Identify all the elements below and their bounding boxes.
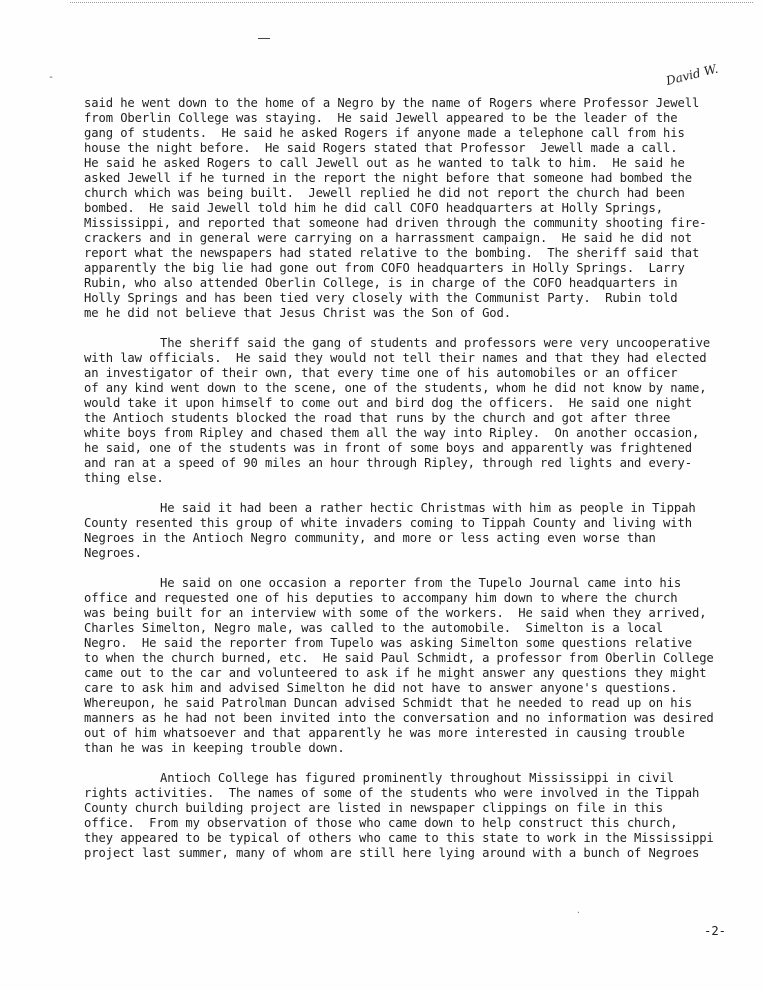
document-body bbox=[84, 96, 744, 861]
handwritten-annotation: David W. bbox=[664, 61, 720, 88]
text-line: church which was being built. Jewell replied he did not report the church had been bbox=[84, 186, 685, 200]
text-line: asked Jewell if he turned in the report the night before that someone had bombed the bbox=[84, 171, 692, 185]
text-line: Rubin, who also attended Oberlin College, is in charge of the COFO headquarters in bbox=[84, 276, 678, 290]
text-line: office. From my observation of those who came down to help construct this church, bbox=[84, 816, 678, 830]
text-line: Whereupon, he said Patrolman Duncan advised Schmidt that he needed to read up on his bbox=[84, 696, 692, 710]
paragraph bbox=[84, 336, 744, 486]
text-line: thing else. bbox=[84, 471, 164, 485]
text-line: gang of students. He said he asked Rogers if anyone made a telephone call from his bbox=[84, 126, 685, 140]
text-line: he said, one of the students was in front of some boys and apparently was frightened bbox=[84, 441, 692, 455]
text-line: Negroes. bbox=[84, 546, 142, 560]
text-line: bombed. He said Jewell told him he did call COFO headquarters at Holly Springs, bbox=[84, 201, 664, 215]
text-line: to when the church burned, etc. He said Paul Schmidt, a professor from Oberlin College bbox=[84, 651, 714, 665]
text-line: out of him whatsoever and that apparently he was more interested in causing trouble bbox=[84, 726, 685, 740]
text-line: than he was in keeping trouble down. bbox=[84, 741, 345, 755]
text-line: Charles Simelton, Negro male, was called to the automobile. Simelton is a local bbox=[84, 621, 664, 635]
text-line: He said on one occasion a reporter from the Tupelo Journal came into his bbox=[160, 576, 682, 590]
text-line: Negro. He said the reporter from Tupelo was asking Simelton some questions relative bbox=[84, 636, 692, 650]
text-line: said he went down to the home of a Negro by the name of Rogers where Professor Jewell bbox=[84, 96, 700, 110]
paragraph-spacer bbox=[84, 321, 744, 336]
text-line: The sheriff said the gang of students and professors were very uncooperative bbox=[160, 336, 711, 350]
text-line: they appeared to be typical of others who came to this state to work in the Mississippi bbox=[84, 831, 714, 845]
paragraph bbox=[84, 576, 744, 756]
text-line: house the night before. He said Rogers stated that Professor Jewell made a call. bbox=[84, 141, 678, 155]
stray-pen-mark bbox=[258, 38, 270, 39]
paragraph bbox=[84, 771, 744, 861]
text-line: Antioch College has figured prominently throughout Mississippi in civil bbox=[160, 771, 674, 785]
text-line: the Antioch students blocked the road that runs by the church and got after three bbox=[84, 411, 671, 425]
text-line: County church building project are listed in newspaper clippings on file in this bbox=[84, 801, 664, 815]
text-line: with law officials. He said they would not tell their names and that they had elected bbox=[84, 351, 707, 365]
text-line: would take it upon himself to come out and bird dog the officers. He said one night bbox=[84, 396, 692, 410]
margin-mark: - bbox=[48, 72, 55, 83]
paragraph bbox=[84, 96, 744, 321]
scan-speck: · bbox=[576, 908, 581, 917]
text-line: Mississippi, and reported that someone had driven through the community shooting fire- bbox=[84, 216, 707, 230]
text-line: white boys from Ripley and chased them all the way into Ripley. On another occasion, bbox=[84, 426, 700, 440]
page-number: -2- bbox=[704, 924, 727, 938]
paragraph-spacer bbox=[84, 486, 744, 501]
paragraph-spacer bbox=[84, 756, 744, 771]
text-line: care to ask him and advised Simelton he did not have to answer anyone's questions. bbox=[84, 681, 678, 695]
text-line: manners as he had not been invited into the conversation and no information was desired bbox=[84, 711, 714, 725]
text-line: project last summer, many of whom are still here lying around with a bunch of Negroes bbox=[84, 846, 700, 860]
text-line: an investigator of their own, that every time one of his automobiles or an officer bbox=[84, 366, 678, 380]
text-line: was being built for an interview with some of the workers. He said when they arrived, bbox=[84, 606, 707, 620]
text-line: rights activities. The names of some of the students who were involved in the Tippah bbox=[84, 786, 700, 800]
text-line: of any kind went down to the scene, one of the students, whom he did not know by name, bbox=[84, 381, 707, 395]
text-line: County resented this group of white invaders coming to Tippah County and living with bbox=[84, 516, 692, 530]
text-line: and ran at a speed of 90 miles an hour through Ripley, through red lights and every- bbox=[84, 456, 692, 470]
text-line: report what the newspapers had stated relative to the bombing. The sheriff said that bbox=[84, 246, 700, 260]
text-line: apparently the big lie had gone out from COFO headquarters in Holly Springs. Larry bbox=[84, 261, 685, 275]
scan-top-edge bbox=[70, 2, 753, 3]
text-line: Holly Springs and has been tied very closely with the Communist Party. Rubin told bbox=[84, 291, 678, 305]
paragraph-spacer bbox=[84, 561, 744, 576]
text-line: He said he asked Rogers to call Jewell out as he wanted to talk to him. He said he bbox=[84, 156, 685, 170]
text-line: Negroes in the Antioch Negro community, and more or less acting even worse than bbox=[84, 531, 656, 545]
text-line: crackers and in general were carrying on a harrassment campaign. He said he did not bbox=[84, 231, 692, 245]
text-line: He said it had been a rather hectic Christmas with him as people in Tippah bbox=[160, 501, 696, 515]
text-line: from Oberlin College was staying. He said Jewell appeared to be the leader of the bbox=[84, 111, 678, 125]
paragraph bbox=[84, 501, 744, 561]
text-line: me he did not believe that Jesus Christ was the Son of God. bbox=[84, 306, 512, 320]
text-line: came out to the car and volunteered to ask if he might answer any questions they might bbox=[84, 666, 707, 680]
text-line: office and requested one of his deputies to accompany him down to where the church bbox=[84, 591, 678, 605]
